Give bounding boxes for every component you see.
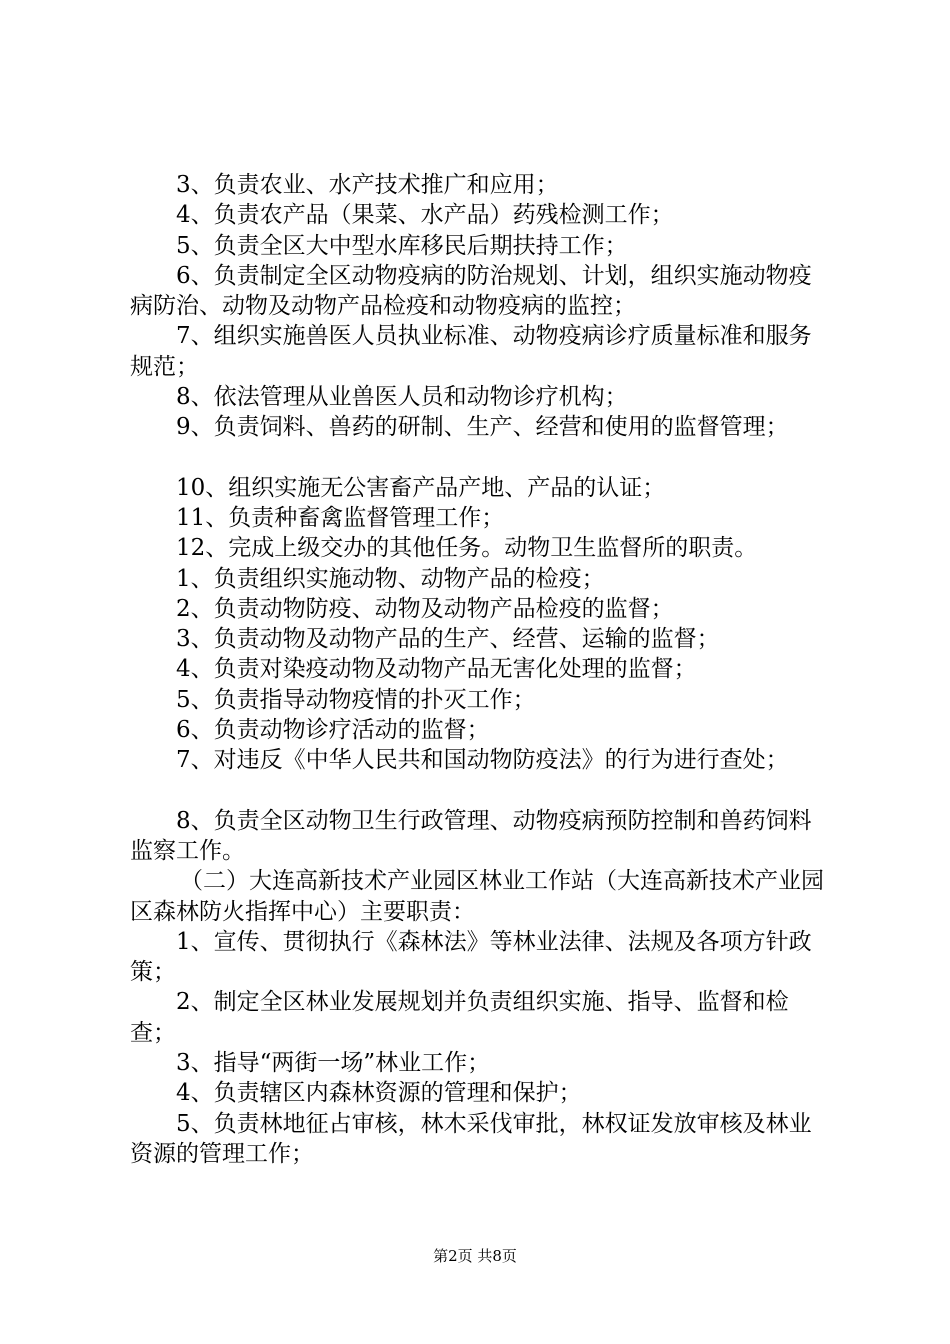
section-heading: （二）大连高新技术产业园区林业工作站（大连高新技术产业园区森林防火指挥中心）主要职责： <box>130 868 824 925</box>
paragraph: 3、负责农业、水产技术推广和应用； <box>176 172 559 198</box>
paragraph: 8、依法管理从业兽医人员和动物诊疗机构； <box>176 384 628 411</box>
paragraph: 3、指导“两街一场”林业工作； <box>176 1050 491 1077</box>
paragraph: 1、宣传、贯彻执行《森林法》等林业法律、法规及各项方针政策； <box>130 928 812 986</box>
paragraph: 4、负责对染疫动物及动物产品无害化处理的监督； <box>176 656 697 683</box>
paragraph: 7、组织实施兽医人员执业标准、动物疫病诊疗质量标准和服务规范； <box>130 323 812 380</box>
page-number-footer: 第2页 共8页 <box>433 1247 517 1265</box>
paragraph: 6、负责制定全区动物疫病的防治规划、计划，组织实施动物疫病防治、动物及动物产品检疫和动物疫病的监控； <box>130 262 812 320</box>
body-text <box>130 170 832 1169</box>
paragraph: 2、负责动物防疫、动物及动物产品检疫的监督； <box>176 595 674 622</box>
paragraph: 5、负责指导动物疫情的扑灭工作； <box>176 686 536 713</box>
paragraph: 9、负责饲料、兽药的研制、生产、经营和使用的监督管理； <box>176 414 789 441</box>
paragraph: 1、负责组织实施动物、动物产品的检疫； <box>176 565 605 592</box>
paragraph: 8、负责全区动物卫生行政管理、动物疫病预防控制和兽药饲料监察工作。 <box>130 807 812 864</box>
paragraph: 4、负责辖区内森林资源的管理和保护； <box>176 1080 582 1107</box>
paragraph: 2、制定全区林业发展规划并负责组织实施、指导、监督和检查； <box>130 989 789 1046</box>
paragraph: 4、负责农产品（果菜、水产品）药残检测工作； <box>176 202 674 229</box>
paragraph: 10、组织实施无公害畜产品产地、产品的认证； <box>176 474 666 501</box>
paragraph: 5、负责全区大中型水库移民后期扶持工作； <box>176 232 628 259</box>
paragraph: 12、完成上级交办的其他任务。动物卫生监督所的职责。 <box>176 535 758 562</box>
paragraph: 7、对违反《中华人民共和国动物防疫法》的行为进行查处； <box>176 747 789 774</box>
paragraph: 3、负责动物及动物产品的生产、经营、运输的监督； <box>176 626 720 653</box>
paragraph: 6、负责动物诊疗活动的监督； <box>176 717 490 744</box>
paragraph: 11、负责种畜禽监督管理工作； <box>176 504 505 531</box>
paragraph: 5、负责林地征占审核，林木采伐审批，林权证发放审核及林业资源的管理工作； <box>130 1110 812 1167</box>
